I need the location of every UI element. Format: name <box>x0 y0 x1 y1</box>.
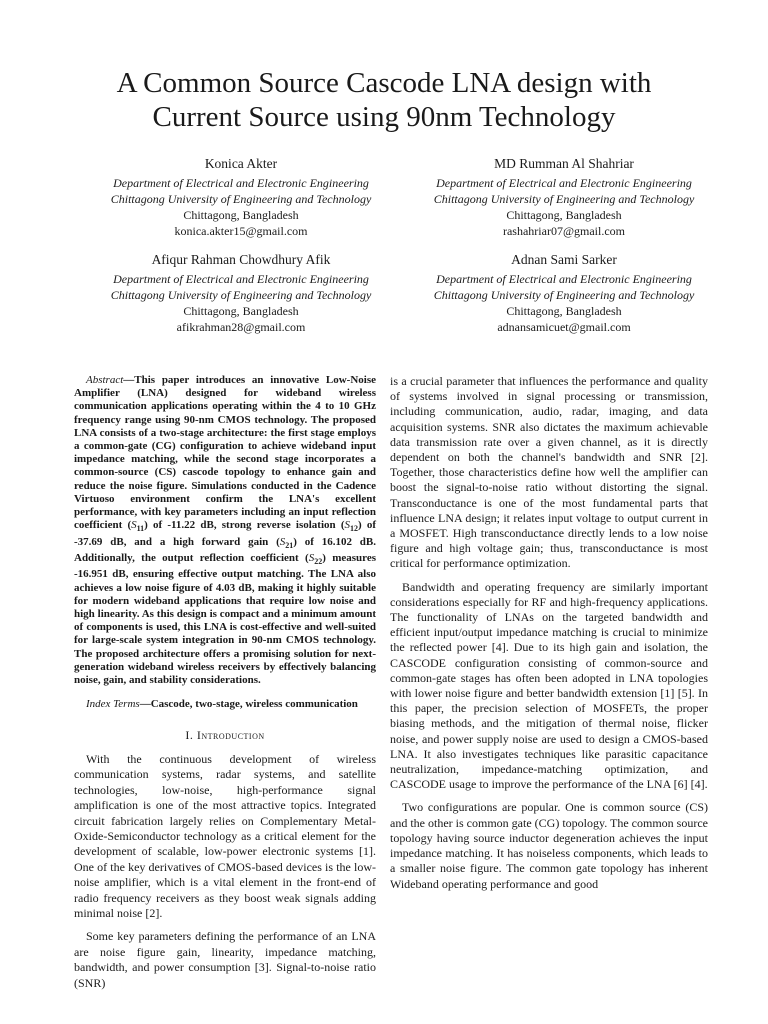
author-email: rashahriar07@gmail.com <box>502 224 625 238</box>
paragraph: Bandwidth and operating frequency are similarly important considerations especially for RF and high-frequency applications. The functionality of LNAs on the targeted bandwidth and efficient input/output impedance matching is crucial to minimize the reflected power [4]. Due to its high gain and isolation, the CASCODE configuration consisting of common-source and common-gate stages has often been adopted in LNA topologies with lower noise figure and better bandwidth extension [1] [5]. In this paper, the precision selection of MOSFETs, the proper biasing methods, and the mitigation of thermal noise, flicker noise, and power supply noise are used to design a CMOS-based LNA. It also investigates techniques like parasitic capacitance neutralization, impedance-matching optimization, and CASCODE usage to improve the performance of the LNA [6] [4]. <box>390 579 708 792</box>
author-block-1 <box>76 155 406 239</box>
author-department: Department of Electrical and Electronic Engineering <box>113 176 369 190</box>
s22-symbol: S <box>308 552 315 565</box>
author-university: Chittagong University of Engineering and Technology <box>433 288 695 302</box>
author-email: konica.akter15@gmail.com <box>174 224 308 238</box>
paragraph: Two configurations are popular. One is common source (CS) and the other is common gate (CG) topology. The common source topology having source inductor degeneration achieves the input impedance matching. It has noiseless components, which leads to a smaller noise figure. The common gate topology has inherent Wideband operating performance and good <box>390 800 708 891</box>
author-location: Chittagong, Bangladesh <box>506 208 622 222</box>
author-department: Department of Electrical and Electronic Engineering <box>436 272 692 286</box>
section-number: I. <box>185 728 197 743</box>
author-block-3 <box>76 251 406 335</box>
author-location: Chittagong, Bangladesh <box>506 304 622 318</box>
abstract-text-3: ) of -37.69 dB, and a high forward gain ( <box>74 519 377 548</box>
right-column <box>390 374 708 892</box>
s11-subscript: 11 <box>136 524 145 534</box>
paper-title <box>40 66 728 134</box>
s11-symbol: S <box>131 519 137 532</box>
paragraph: Some key parameters defining the performance of an LNA are noise figure gain, linearity, impedance matching, bandwidth, and power consumption [3]. Signal-to-noise ratio (SNR) <box>74 929 376 990</box>
abstract-text-1: —This paper introduces an innovative Low-Noise Amplifier (LNA) designed for wideband wireless communication applications operating within the 4 to 10 GHz frequency range using 90-nm CMOS technology. The proposed LNA consists of a two-stage architecture: the first stage employs a common-gate (CG) configuration to achieve wideband input impedance matching, while the second stage incorporates a common-source (CS) cascode topology to enhance gain and reduce the noise figure. Simulations conducted in the Cadence Virtuoso environment confirm the LNA's excellent performance, with key parameters including an input reflection coefficient ( <box>74 374 376 532</box>
author-university: Chittagong University of Engineering and Technology <box>110 288 372 302</box>
s21-symbol: S <box>279 535 286 548</box>
paragraph: With the continuous development of wireless communication systems, radar systems, and satellite technologies, low-noise, high-performance signal amplification is one of the most attractive topics. Integrated circuit fabrication largely relies on Complementary Metal-Oxide-Semiconductor technology as a critical element for the development of scalable, low-power electronic systems [1]. One of the key derivatives of CMOS-based devices is the low-noise amplifier, which is a vital element in the front-end of radio frequency receivers as they boost weak signals adding minimal noise [2]. <box>74 751 376 920</box>
title-line-1: A Common Source Cascode LNA design with <box>116 67 652 99</box>
author-location: Chittagong, Bangladesh <box>183 208 299 222</box>
abstract-label: Abstract <box>86 374 124 386</box>
author-department: Department of Electrical and Electronic Engineering <box>113 272 369 286</box>
section-heading <box>74 728 376 744</box>
s21-subscript: 21 <box>285 540 294 550</box>
index-terms-label: Index Terms <box>86 698 140 711</box>
author-name: MD Rumman Al Shahriar <box>494 156 634 171</box>
s12-symbol: S <box>344 519 350 532</box>
author-name: Adnan Sami Sarker <box>511 252 617 267</box>
abstract <box>74 374 376 687</box>
author-location: Chittagong, Bangladesh <box>183 304 299 318</box>
s22-subscript: 22 <box>314 557 323 567</box>
author-email: afikrahman28@gmail.com <box>176 320 306 334</box>
abstract-text-2: ) of -11.22 dB, strong reverse isolation ( <box>144 519 345 532</box>
author-block-4 <box>399 251 729 335</box>
left-column <box>74 374 376 991</box>
index-terms-text: —Cascode, two-stage, wireless communication <box>139 698 358 711</box>
paragraph: is a crucial parameter that influences the performance and quality of systems involved in signal processing or transmission, including communication, audio, radar, imaging, and data acquisition systems. SNR also dictates the maximum achievable data transmission rate over a given channel, as it is directly dependent on both the channel's bandwidth and SNR [2]. Together, those characteristics define how well the amplifier can boost the signal-to-noise ratio without distorting the signal. Transconductance is one of the most fundamental parts that influence LNA design; it relates input voltage to output current in a MOSFET. High transconductance directly lends to a low noise figure and high voltage gain; thus, transconductance is most critical for performance optimization. <box>390 374 708 571</box>
author-university: Chittagong University of Engineering and Technology <box>110 192 372 206</box>
abstract-text-5: ) measures -16.951 dB, ensuring effective output matching. The LNA also achieves a low noise figure of 4.03 dB, making it highly suitable for modern wideband applications that require low noise and high linearity. As this design is compact and a minimum amount of components is used, this LNA is cost-effective and well-suited for large-scale system integration in 90-nm CMOS technology. The proposed architecture offers a promising solution for next-generation wideband wireless receivers by effectively balancing noise, gain, and stability considerations. <box>74 552 376 687</box>
abstract-text-4: ) of 16.102 dB. Additionally, the output reflection coefficient ( <box>74 535 377 565</box>
author-block-2 <box>399 155 729 239</box>
title-line-2: Current Source using 90nm Technology <box>152 101 616 133</box>
author-name: Konica Akter <box>204 156 278 171</box>
section-title: Introduction <box>196 728 265 743</box>
author-name: Afiqur Rahman Chowdhury Afik <box>151 252 331 267</box>
s12-subscript: 12 <box>349 524 358 534</box>
author-email: adnansamicuet@gmail.com <box>497 320 631 334</box>
index-terms <box>74 698 376 711</box>
author-university: Chittagong University of Engineering and Technology <box>433 192 695 206</box>
author-department: Department of Electrical and Electronic Engineering <box>436 176 692 190</box>
